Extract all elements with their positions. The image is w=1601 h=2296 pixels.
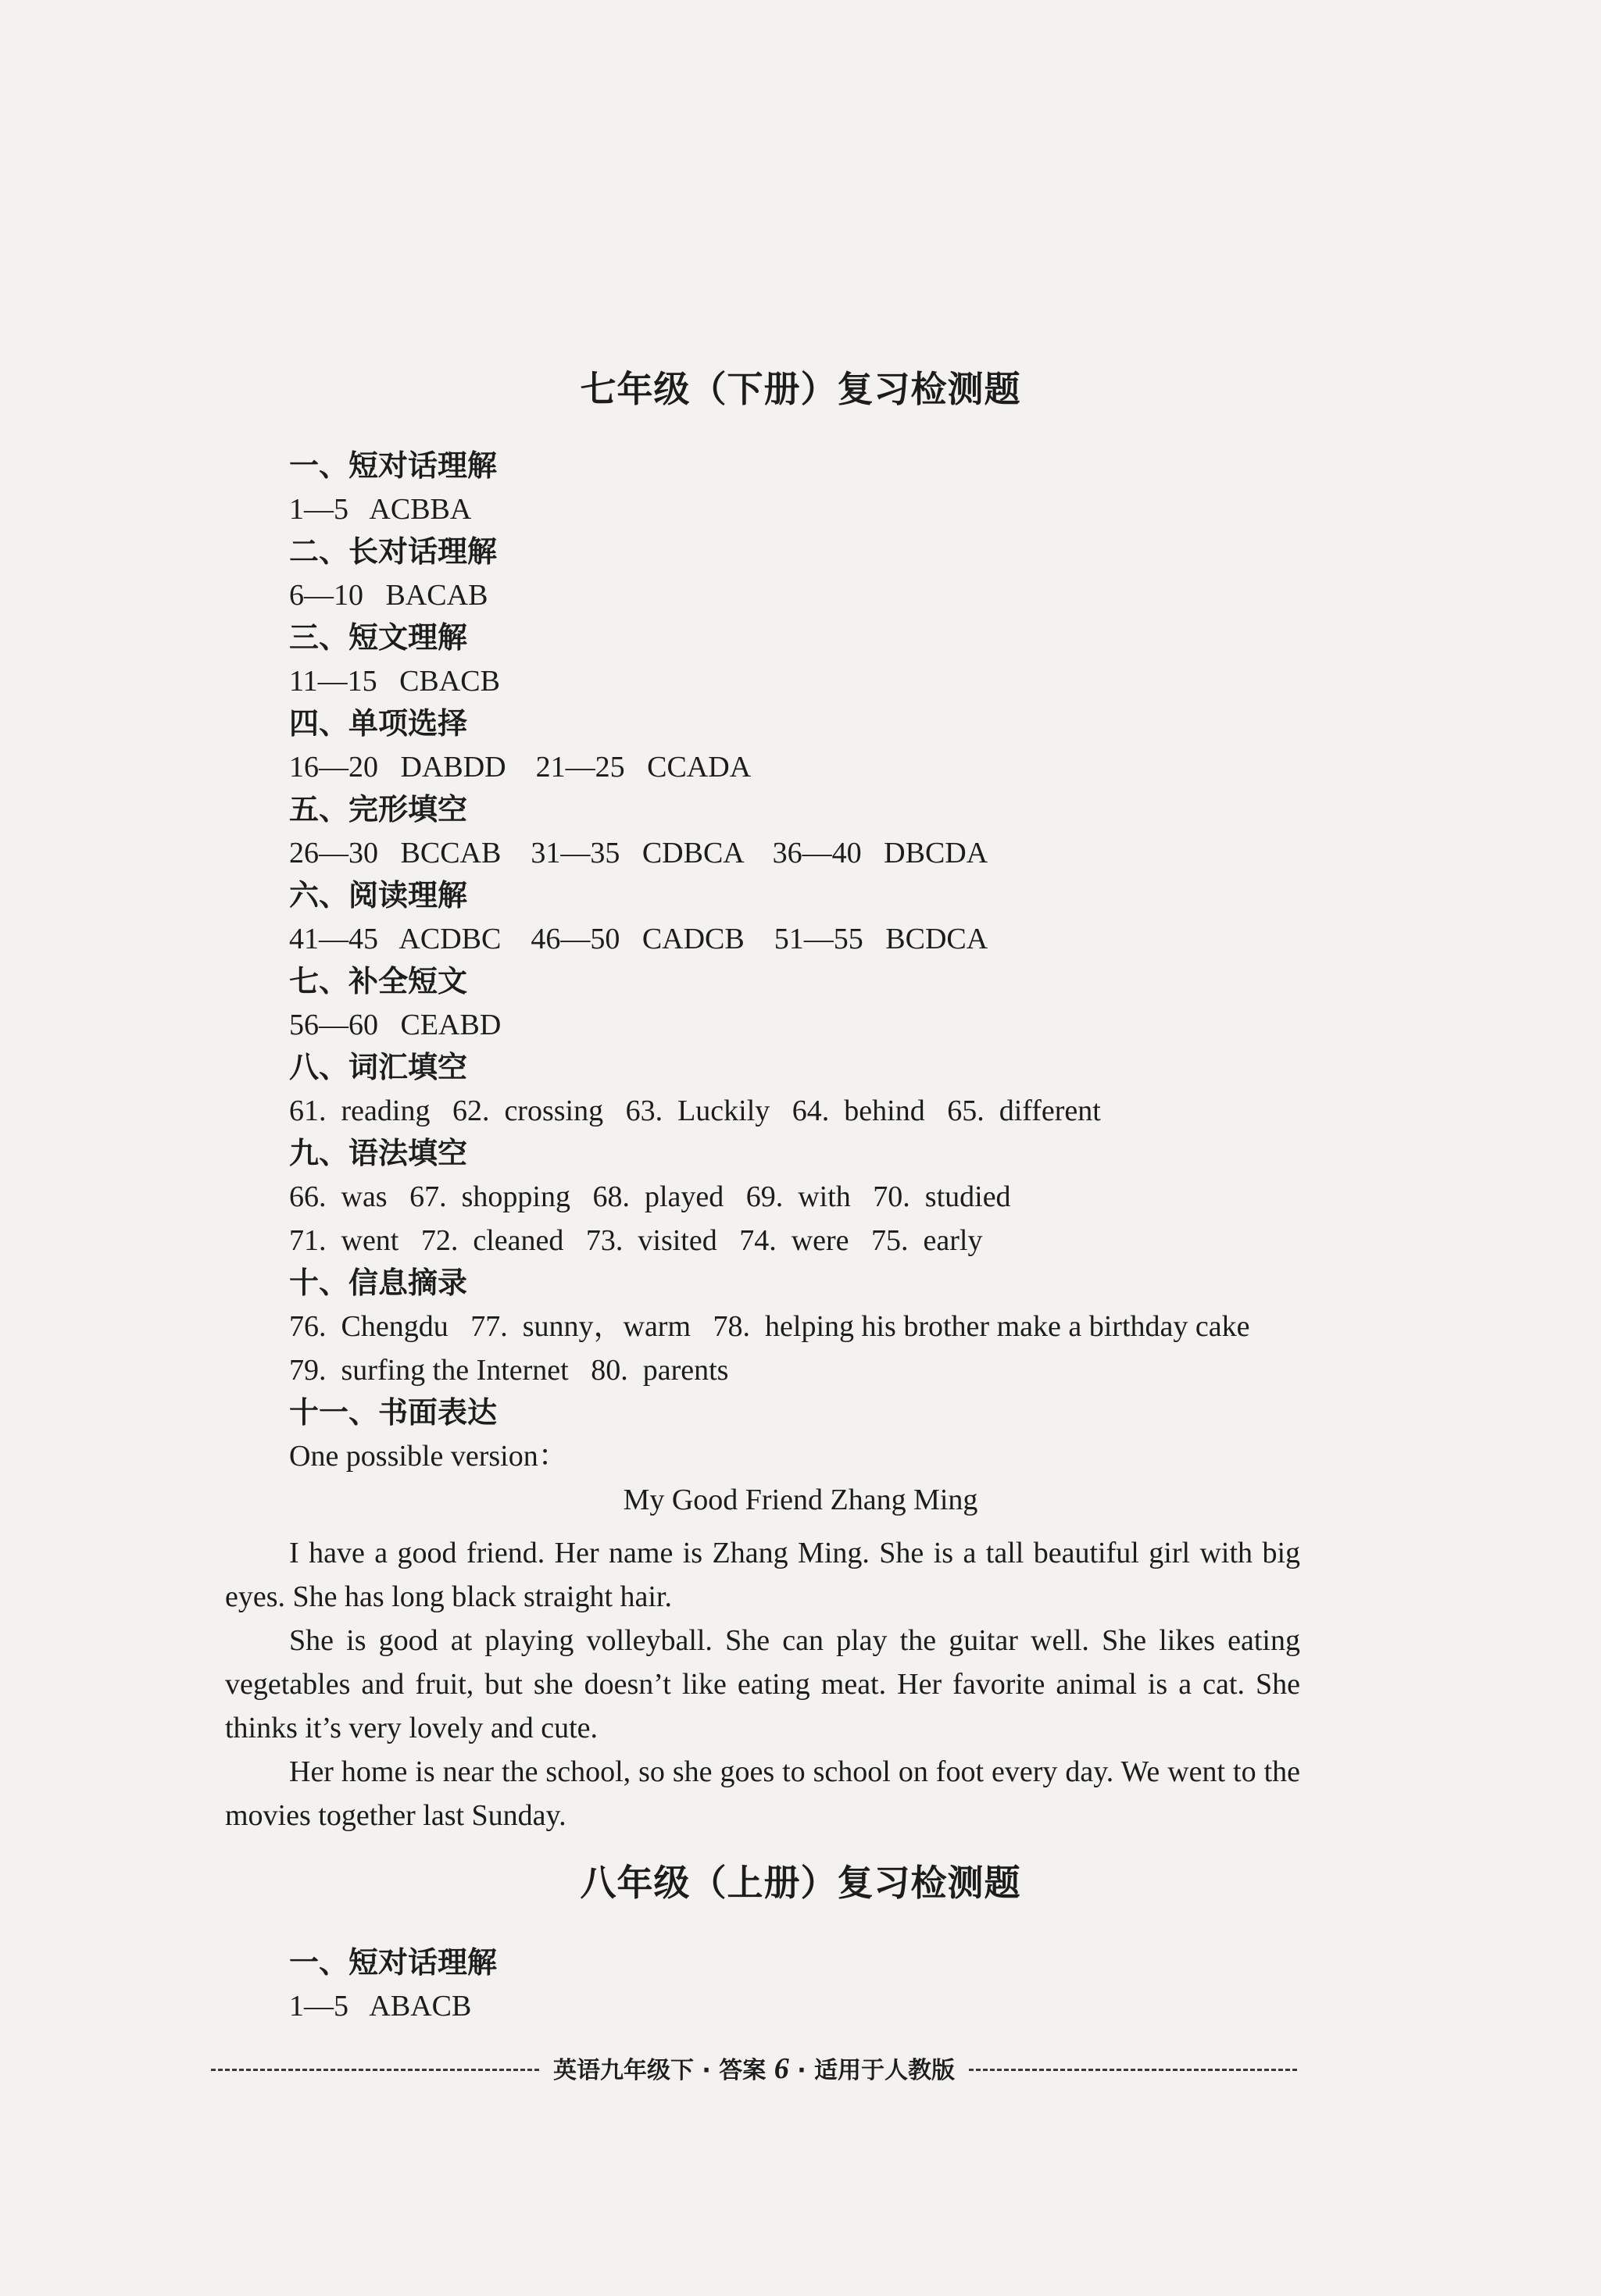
answers-part5: 26—30 BCCAB 31—35 CDBCA 36—40 DBCDA bbox=[289, 837, 988, 869]
possible-version-label: One possible version： bbox=[289, 1440, 568, 1473]
answers-part7: 56—60 CEABD bbox=[289, 1009, 502, 1041]
page-footer bbox=[211, 2053, 1297, 2087]
section-heading-part5: 五、完形填空 bbox=[289, 792, 468, 827]
section-heading-part7: 七、补全短文 bbox=[289, 964, 468, 998]
grade7-review-title: 七年级（下册）复习检测题 bbox=[580, 368, 1021, 410]
answers-part9-line1: 66. was 67. shopping 68. played 69. with 70. studied bbox=[289, 1180, 1011, 1213]
grade8-section-heading-part1: 一、短对话理解 bbox=[289, 1945, 498, 1980]
section-heading-part6: 六、阅读理解 bbox=[289, 878, 468, 912]
footer-label bbox=[539, 2053, 969, 2087]
footer-left-rule bbox=[211, 2069, 539, 2071]
answers-part1: 1—5 ACBBA bbox=[289, 493, 472, 526]
section-heading-part4: 四、单项选择 bbox=[289, 706, 468, 741]
section-heading-part8: 八、词汇填空 bbox=[289, 1050, 468, 1084]
sample-essay bbox=[225, 1531, 1300, 1837]
essay-title: My Good Friend Zhang Ming bbox=[623, 1484, 978, 1516]
footer-page-number: 6 bbox=[774, 2052, 789, 2085]
section-heading-part1: 一、短对话理解 bbox=[289, 448, 498, 483]
essay-paragraph-2: She is good at playing volleyball. She can play the guitar well. She likes eating vegetables and fruit, but she doesn’t like eating meat. Her favorite animal is a cat. She thinks it’s very lovely and cute. bbox=[225, 1624, 1300, 1744]
section-heading-part9: 九、语法填空 bbox=[289, 1136, 468, 1170]
grade8-answers-part1: 1—5 ABACB bbox=[289, 1990, 472, 2023]
answers-part3: 11—15 CBACB bbox=[289, 665, 500, 698]
answers-part10-line1: 76. Chengdu 77. sunny，warm 78. helping his brother make a birthday cake bbox=[289, 1310, 1250, 1343]
answers-part8: 61. reading 62. crossing 63. Luckily 64. behind 65. different bbox=[289, 1094, 1101, 1127]
footer-edition: · 适用于人教版 bbox=[797, 2057, 956, 2084]
section-heading-part2: 二、长对话理解 bbox=[289, 534, 498, 569]
footer-right-rule bbox=[969, 2069, 1297, 2071]
answers-part10-line2: 79. surfing the Internet 80. parents bbox=[289, 1354, 729, 1387]
grade8-review-title: 八年级（上册）复习检测题 bbox=[580, 1862, 1021, 1904]
section-heading-part10: 十、信息摘录 bbox=[289, 1266, 468, 1300]
essay-paragraph-1: I have a good friend. Her name is Zhang Ming. She is a tall beautiful girl with big eyes. She has long black straight hair. bbox=[225, 1537, 1300, 1613]
section-heading-part11: 十一、书面表达 bbox=[289, 1395, 498, 1430]
footer-book-title: 英语九年级下 · 答案 bbox=[552, 2057, 767, 2084]
essay-paragraph-3: Her home is near the school, so she goes to school on foot every day. We went to the movies together last Sunday. bbox=[225, 1755, 1300, 1832]
answers-part9-line2: 71. went 72. cleaned 73. visited 74. were 75. early bbox=[289, 1224, 983, 1257]
section-heading-part3: 三、短文理解 bbox=[289, 620, 468, 655]
answers-part4: 16—20 DABDD 21—25 CCADA bbox=[289, 751, 752, 784]
answers-part2: 6—10 BACAB bbox=[289, 579, 488, 612]
answers-part6: 41—45 ACDBC 46—50 CADCB 51—55 BCDCA bbox=[289, 923, 988, 955]
